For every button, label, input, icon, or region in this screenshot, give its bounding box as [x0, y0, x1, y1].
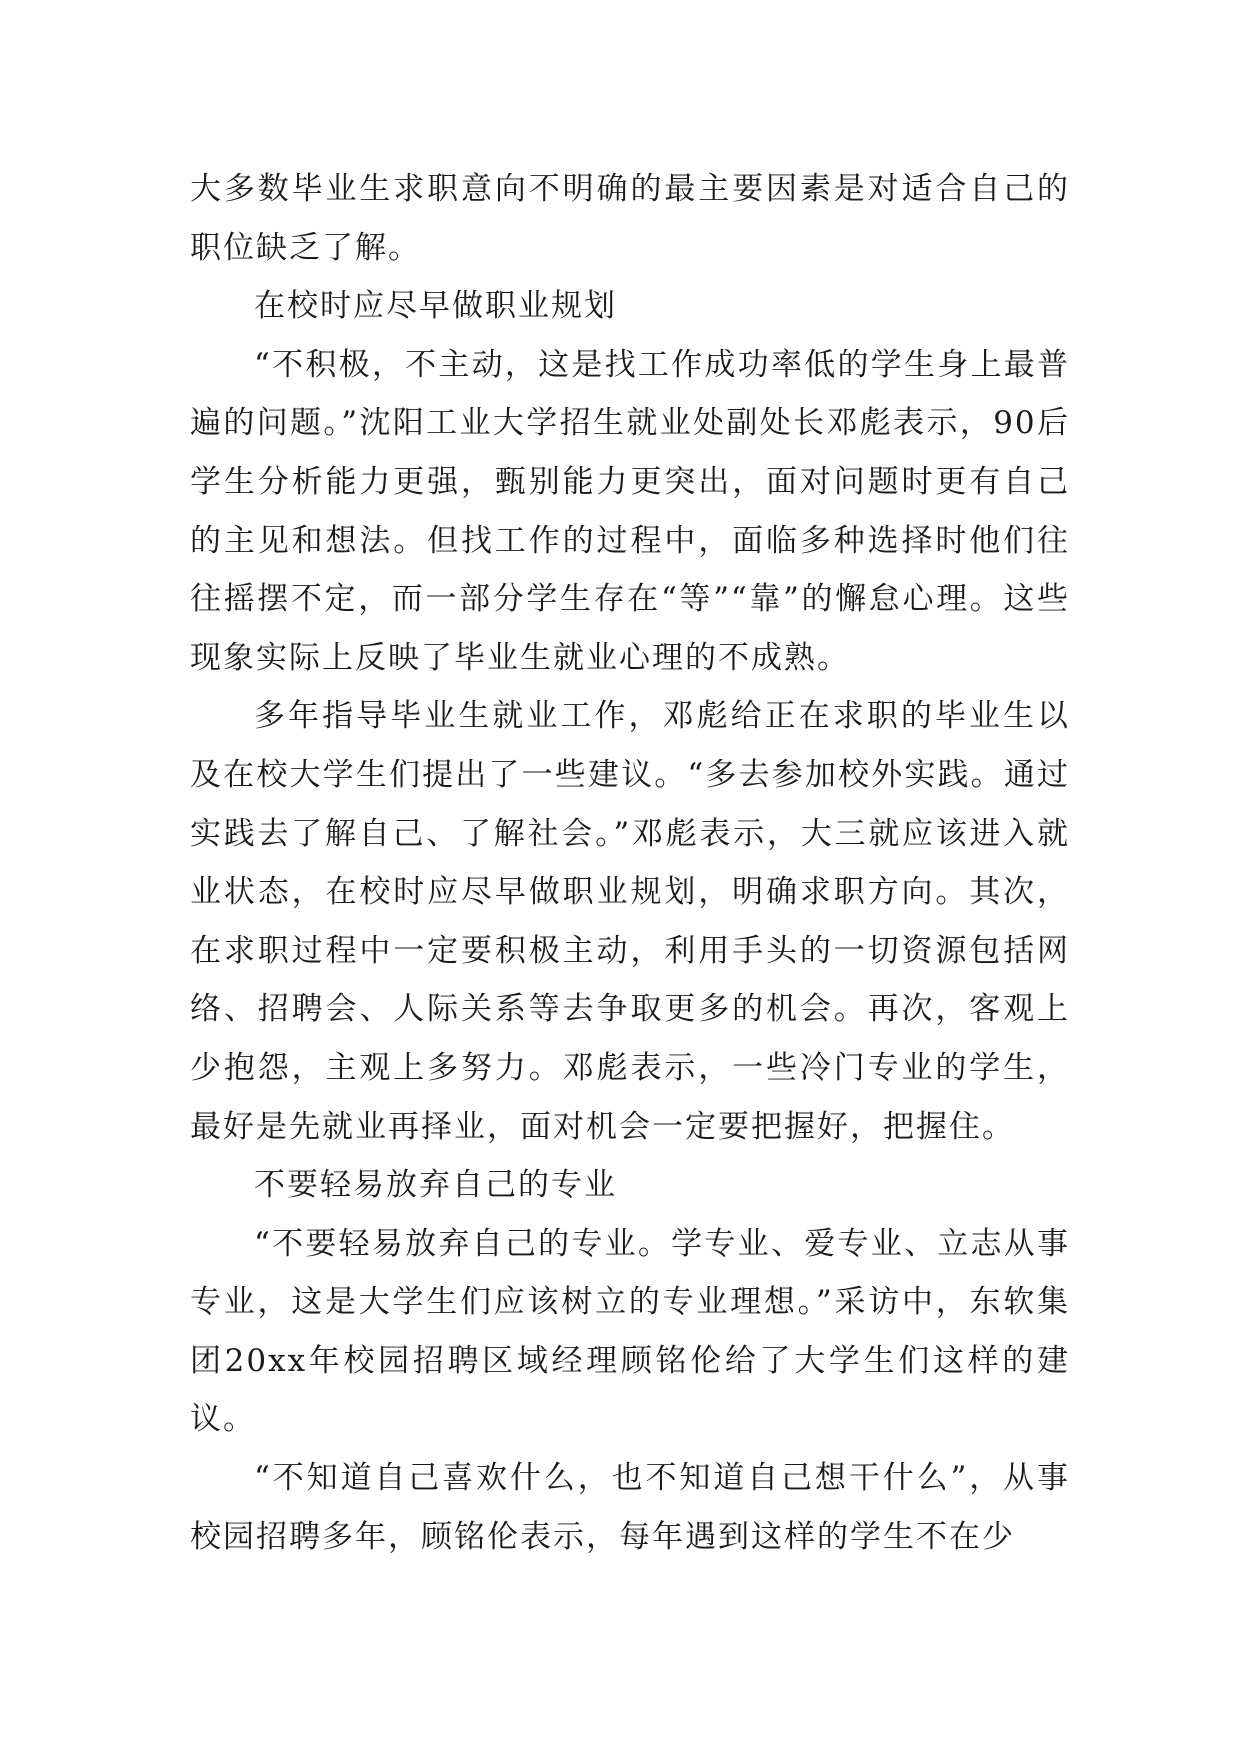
paragraph-continued: 大多数毕业生求职意向不明确的最主要因素是对适合自己的职位缺乏了解。 — [190, 171, 1070, 266]
paragraph: 多年指导毕业生就业工作，邓彪给正在求职的毕业生以及在校大学生们提出了一些建议。“多去参加校外实践。通过实践去了解自己、了解社会。”邓彪表示，大三就应该进入就业状态，在校时应尽早做职业规划，明确求职方向。其次，在求职过程中一定要积极主动，利用手头的一切资源包括网络、招聘会、人际关系等去争取更多的机会。再次，客观上少抱怨，主观上多努力。邓彪表示，一些冷门专业的学生，最好是先就业再择业，面对机会一定要把握好，把握住。 — [190, 698, 1070, 1145]
section-heading-keep-major: 不要轻易放弃自己的专业 — [254, 1167, 617, 1204]
paragraph: “不积极，不主动，这是找工作成功率低的学生身上最普遍的问题。”沈阳工业大学招生就业处副处长邓彪表示，90后学生分析能力更强，甄别能力更突出，面对问题时更有自己的主见和想法。但找工作的过程中，面临多种选择时他们往往摇摆不定，而一部分学生存在“等”“靠”的懈怠心理。这些现象实际上反映了毕业生就业心理的不成熟。 — [190, 346, 1070, 676]
paragraph: “不要轻易放弃自己的专业。学专业、爱专业、立志从事专业，这是大学生们应该树立的专业理想。”采访中，东软集团20xx年校园招聘区域经理顾铭伦给了大学生们这样的建议。 — [190, 1225, 1070, 1438]
section-heading-career-planning: 在校时应尽早做职业规划 — [254, 288, 617, 325]
paragraph: “不知道自己喜欢什么，也不知道自己想干什么”，从事校园招聘多年，顾铭伦表示，每年遇到这样的学生不在少 — [190, 1460, 1070, 1555]
document-body — [190, 160, 1070, 1566]
